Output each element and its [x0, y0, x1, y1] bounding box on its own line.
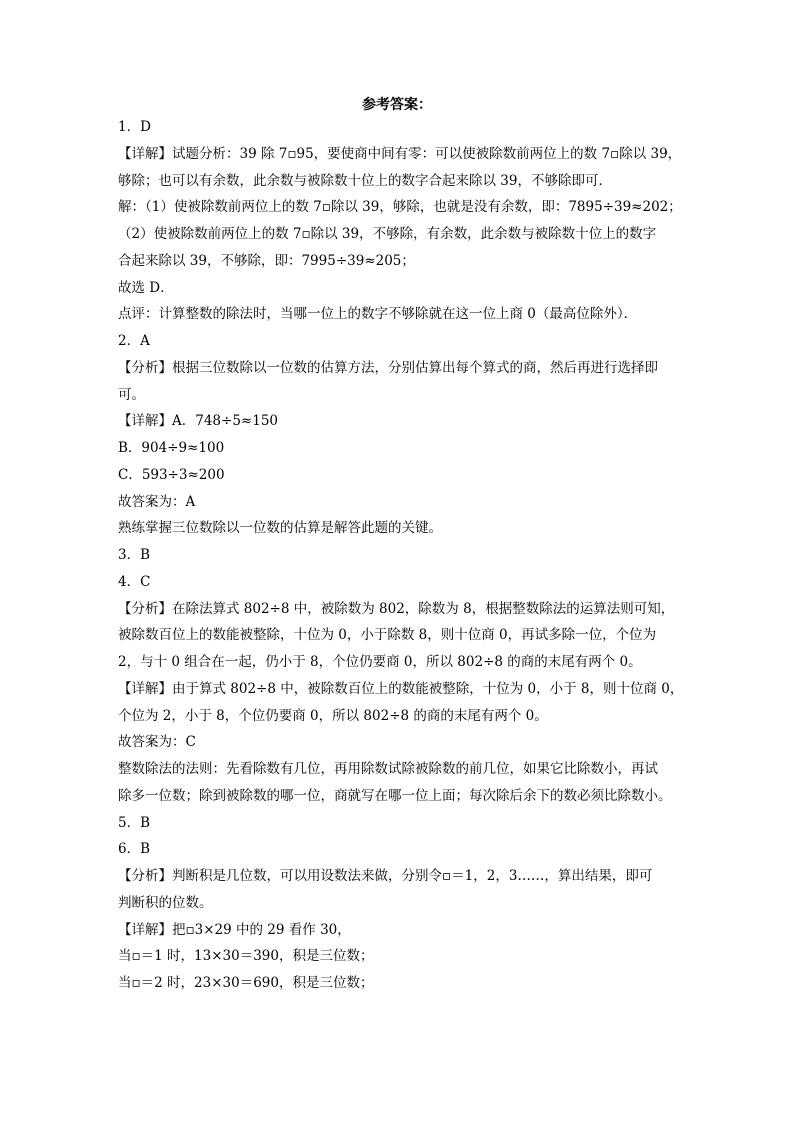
- text-line: 除多一位数；除到被除数的哪一位，商就写在哪一位上面；每次除后余下的数必须比除数小。: [118, 787, 672, 804]
- text-line: 当▫＝2 时，23×30＝690，积是三位数；: [118, 975, 374, 991]
- text-line: 合起来除以 39，不够除，即：7995÷39≈205；: [118, 252, 415, 269]
- text-line: 4．C: [118, 573, 151, 590]
- text-line: 【详解】A．748÷5≈150: [118, 413, 278, 430]
- text-line: 故答案为：A: [118, 493, 196, 510]
- text-line: 个位为 2，小于 8，个位仍要商 0，所以 802÷8 的商的末尾有两个 0。: [118, 707, 548, 724]
- text-line: 可。: [118, 386, 145, 403]
- text-line: 熟练掌握三位数除以一位数的估算是解答此题的关键。: [118, 520, 442, 537]
- text-line: 解：（1）使被除数前两位上的数 7▫除以 39，够除，也就是没有余数，即：7895÷39≈202；: [118, 199, 682, 216]
- text-line: 1．D: [118, 119, 151, 135]
- text-line: C．593÷3≈200: [118, 466, 225, 483]
- text-line: 当▫＝1 时，13×30＝390，积是三位数；: [118, 948, 374, 965]
- text-line: 判断积的位数。: [118, 894, 213, 911]
- text-line: 2，与十 0 组合在一起，仍小于 8，个位仍要商 0，所以 802÷8 的商的末尾有两个 0。: [118, 654, 642, 670]
- text-line: 5．B: [118, 814, 151, 831]
- text-line: 【详解】由于算式 802÷8 中，被除数百位上的数能被整除，十位为 0，小于 8，则十位商 0，: [118, 680, 684, 697]
- text-line: 故选 D．: [118, 279, 174, 296]
- text-line: 3．B: [118, 547, 151, 563]
- text-line: 【分析】判断积是几位数，可以用设数法来做，分别令▫＝1，2，3……，算出结果，即可: [118, 868, 653, 884]
- text-line: （2）使被除数前两位上的数 7▫除以 39，不够除，有余数，此余数与被除数十位上的数字: [118, 226, 657, 242]
- text-line: 够除；也可以有余数，此余数与被除数十位上的数字合起来除以 39，不够除即可．: [118, 172, 612, 189]
- text-line: 故答案为：C: [118, 734, 196, 751]
- text-line: B．904÷9≈100: [118, 440, 225, 456]
- text-line: 【详解】试题分析：39 除 7▫95，要使商中间有零：可以使被除数前两位上的数 7▫除以 39，: [118, 145, 682, 162]
- text-line: 【详解】把▫3×29 中的 29 看作 30，: [118, 921, 351, 938]
- text-line: 点评：计算整数的除法时，当哪一位上的数字不够除就在这一位上商 0（最高位除外）．: [118, 306, 638, 323]
- text-line: 【分析】在除法算式 802÷8 中，被除数为 802，除数为 8，根据整数除法的运算法则可知，: [118, 600, 675, 617]
- answer-body: [118, 114, 708, 997]
- text-line: 整数除法的法则：先看除数有几位，再用除数试除被除数的前几位，如果它比除数小，再试: [118, 761, 658, 777]
- text-line: 2．A: [118, 333, 150, 349]
- page-title: 参考答案：: [362, 97, 432, 113]
- text-line: 【分析】根据三位数除以一位数的估算方法，分别估算出每个算式的商，然后再进行选择即: [118, 359, 658, 376]
- text-line: 被除数百位上的数能被整除，十位为 0，小于除数 8，则十位商 0，再试多除一位，个位为: [118, 627, 657, 644]
- text-line: 6．B: [118, 841, 151, 858]
